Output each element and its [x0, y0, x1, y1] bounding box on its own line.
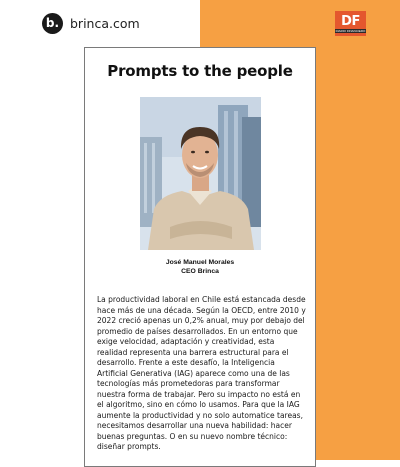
- author-role: CEO Brinca: [181, 268, 219, 275]
- brinca-logo: [42, 13, 63, 34]
- author-photo: [140, 97, 261, 250]
- df-logo: [335, 11, 366, 36]
- author-caption: [85, 258, 315, 276]
- brinca-logo-letter: b.: [45, 16, 60, 30]
- article-title: Prompts to the people: [107, 62, 293, 80]
- brand-header: [42, 12, 140, 34]
- author-name: José Manuel Morales: [165, 259, 235, 266]
- author-portrait-illustration: [140, 97, 261, 250]
- brand-url: brinca.com: [70, 15, 140, 31]
- df-logo-subtitle: DIARIO FINANCIERO: [335, 28, 366, 33]
- article-card: [84, 47, 316, 467]
- df-logo-letters: DF: [341, 13, 360, 29]
- article-body: La productividad laboral en Chile está estancada desde hace más de una década. Según la OECD, entre 2010 y 2022 creció apenas un 0,2% anual, muy por debajo del promedio de países desarrollados. En un entorno que exige velocidad, adaptación y creatividad, esta realidad representa una barrera estructural para el desarrollo. Frente a este desafío, la Inteligencia Artificial Generativa (IAG) aparece como una de las tecnologías más prometedoras para transformar nuestra forma de trabajar. Pero su impacto no está en el algoritmo, sino en cómo lo usamos. Para que la IAG aumente la productividad y no solo automatice tareas, necesitamos desarrollar una nueva habilidad: hacer buenas preguntas. O en su nuevo nombre técnico: diseñar prompts.: [97, 295, 306, 451]
